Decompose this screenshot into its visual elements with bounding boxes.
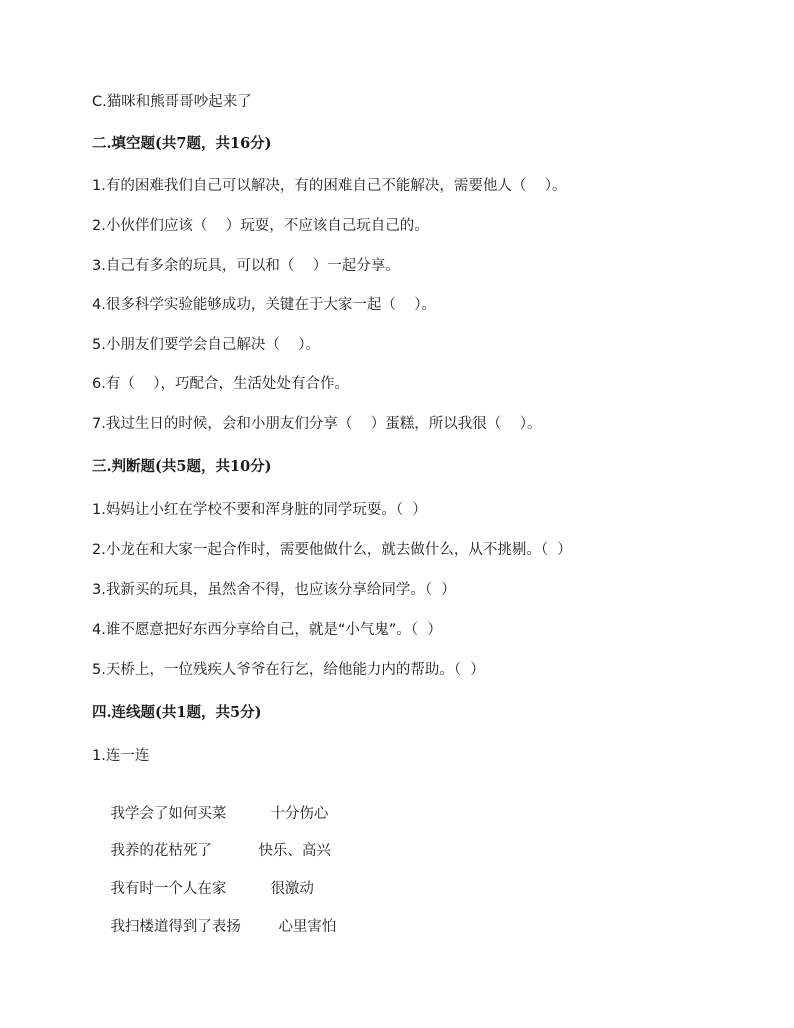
match-left-item: 我扫楼道得到了表扬 bbox=[110, 919, 241, 935]
judge-question-4: 4.谁不愿意把好东西分享给自己，就是“小气鬼”。（ ） bbox=[92, 622, 442, 638]
match-left-item: 我有时一个人在家 bbox=[110, 881, 227, 897]
fill-question-7: 7.我过生日的时候，会和小朋友们分享（ ）蛋糕，所以我很（ ）。 bbox=[92, 416, 542, 432]
fill-question-3: 3.自己有多余的玩具，可以和（ ）一起分享。 bbox=[92, 258, 400, 274]
match-right-item: 十分伤心 bbox=[270, 806, 329, 822]
fill-question-6: 6.有（ ），巧配合，生活处处有合作。 bbox=[92, 376, 350, 392]
section-heading-judge: 三.判断题(共5题，共10分) bbox=[92, 458, 272, 475]
fill-question-5: 5.小朋友们要学会自己解决（ ）。 bbox=[92, 337, 321, 353]
section-heading-match: 四.连线题(共1题，共5分) bbox=[92, 704, 262, 721]
judge-question-2: 2.小龙在和大家一起合作时，需要他做什么，就去做什么，从不挑剔。（ ） bbox=[92, 542, 572, 558]
fill-question-1: 1.有的困难我们自己可以解决，有的困难自己不能解决，需要他人（ ）。 bbox=[92, 178, 567, 194]
section-heading-fill: 二.填空题(共7题，共16分) bbox=[92, 135, 272, 152]
match-row bbox=[92, 897, 336, 957]
judge-question-3: 3.我新买的玩具，虽然舍不得，也应该分享给同学。（ ） bbox=[92, 582, 456, 598]
fill-question-4: 4.很多科学实验能够成功，关键在于大家一起（ ）。 bbox=[92, 297, 437, 313]
match-left-item: 我学会了如何买菜 bbox=[110, 806, 227, 822]
match-right-item: 心里害怕 bbox=[278, 919, 337, 935]
match-title: 1.连一连 bbox=[92, 748, 150, 764]
match-right-item: 快乐、高兴 bbox=[258, 843, 331, 859]
fill-question-2: 2.小伙伴们应该（ ）玩耍，不应该自己玩自己的。 bbox=[92, 218, 429, 234]
judge-question-5: 5.天桥上，一位残疾人爷爷在行乞，给他能力内的帮助。（ ） bbox=[92, 662, 485, 678]
option-c: C.猫咪和熊哥哥吵起来了 bbox=[92, 94, 252, 110]
judge-question-1: 1.妈妈让小红在学校不要和浑身脏的同学玩耍。（ ） bbox=[92, 502, 427, 518]
match-right-item: 很激动 bbox=[270, 881, 314, 897]
match-left-item: 我养的花枯死了 bbox=[110, 843, 212, 859]
